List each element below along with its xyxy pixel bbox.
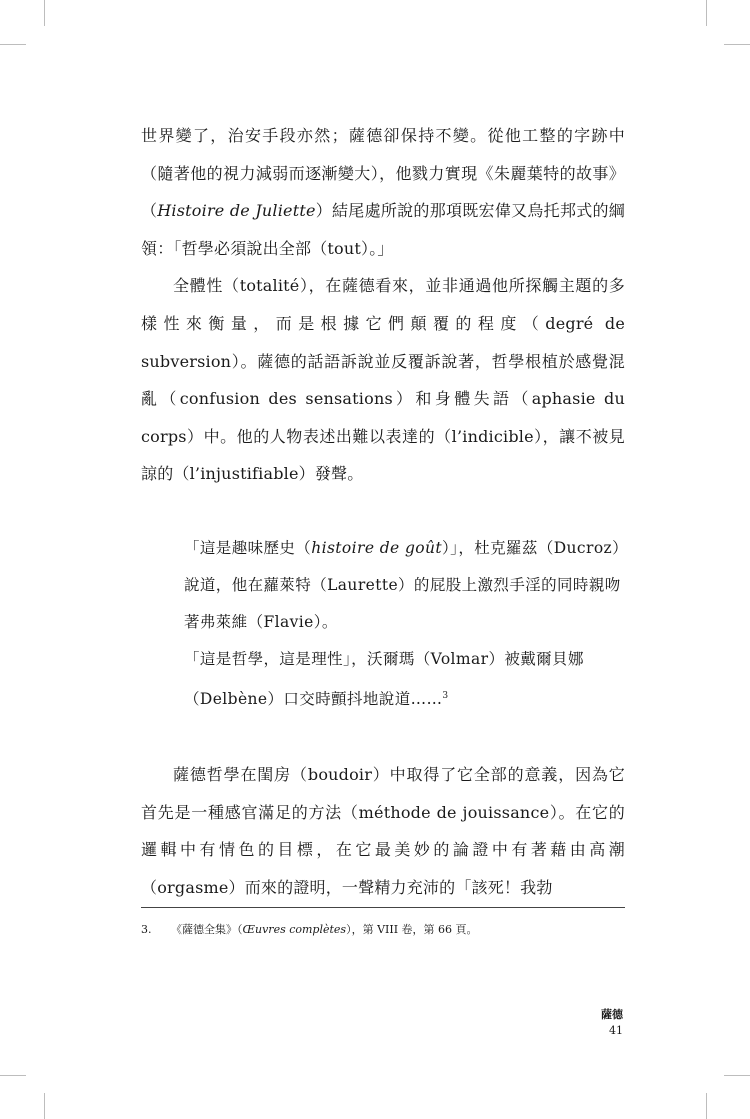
crop-mark <box>44 0 45 26</box>
quote-paragraph: 「這是趣味歷史（histoire de goût）」，杜克羅茲（Ducroz）說道，他在蘿萊特（Laurette）的屁股上激烈手淫的同時親吻著弗萊維（Flavie）。 <box>184 539 621 631</box>
main-text-bottom <box>141 756 625 906</box>
footnote-number: 3. <box>141 923 152 936</box>
running-head-title: 薩德 <box>601 1008 623 1021</box>
paragraph: 薩德哲學在閨房（boudoir）中取得了它全部的意義，因為它首先是一種感官滿足的方法（méthode de jouissance）。在它的邏輯中有情色的目標，在它最美妙的論證中有著藉由高潮（orgasme）而來的證明，一聲精力充沛的「該死！我勃 <box>141 765 625 897</box>
italic-phrase: histoire de goût <box>311 539 443 557</box>
crop-mark <box>706 1093 707 1119</box>
italic-title: Histoire de Juliette <box>157 201 316 221</box>
footnote: 3. 《薩德全集》（Œuvres complètes），第 VIII 卷，第 66 頁。 <box>141 923 478 936</box>
crop-mark <box>0 1075 26 1076</box>
running-head <box>601 1007 623 1039</box>
page-number: 41 <box>609 1024 623 1037</box>
crop-mark <box>44 1093 45 1119</box>
italic-title: Œuvres complètes <box>242 923 347 936</box>
crop-mark <box>0 44 26 45</box>
quote-paragraph: 「這是哲學，這是理性」，沃爾瑪（Volmar）被戴爾貝娜（Delbène）口交時顫抖地說道……$^3$ <box>184 650 584 709</box>
main-text-top <box>141 117 625 493</box>
crop-mark <box>706 0 707 26</box>
footnote-ref[interactable]: 3 <box>442 691 449 701</box>
crop-mark <box>724 44 750 45</box>
footnote-divider <box>141 907 625 908</box>
block-quote <box>184 530 626 718</box>
crop-mark <box>724 1075 750 1076</box>
paragraph: 全體性（totalité），在薩德看來，並非通過他所探觸主題的多樣性來衡量，而是根據它們顛覆的程度（degré de subversion）。薩德的話語訴說並反覆訴說著，哲學根植於感覺混亂（confusion des sensations）和身體失語（aphasie du corps）中。他的人物表述出難以表達的（l’indicible），讓不被見諒的（l’injustifiable）發聲。 <box>141 276 625 484</box>
paragraph: 世界變了，治安手段亦然；薩德卻保持不變。從他工整的字跡中（隨著他的視力減弱而逐漸變大），他戮力實現《朱麗葉特的故事》（Histoire de Juliette）結尾處所說的那項既宏偉又烏托邦式的綱領：「哲學必須說出全部（tout）。」 <box>141 126 625 258</box>
